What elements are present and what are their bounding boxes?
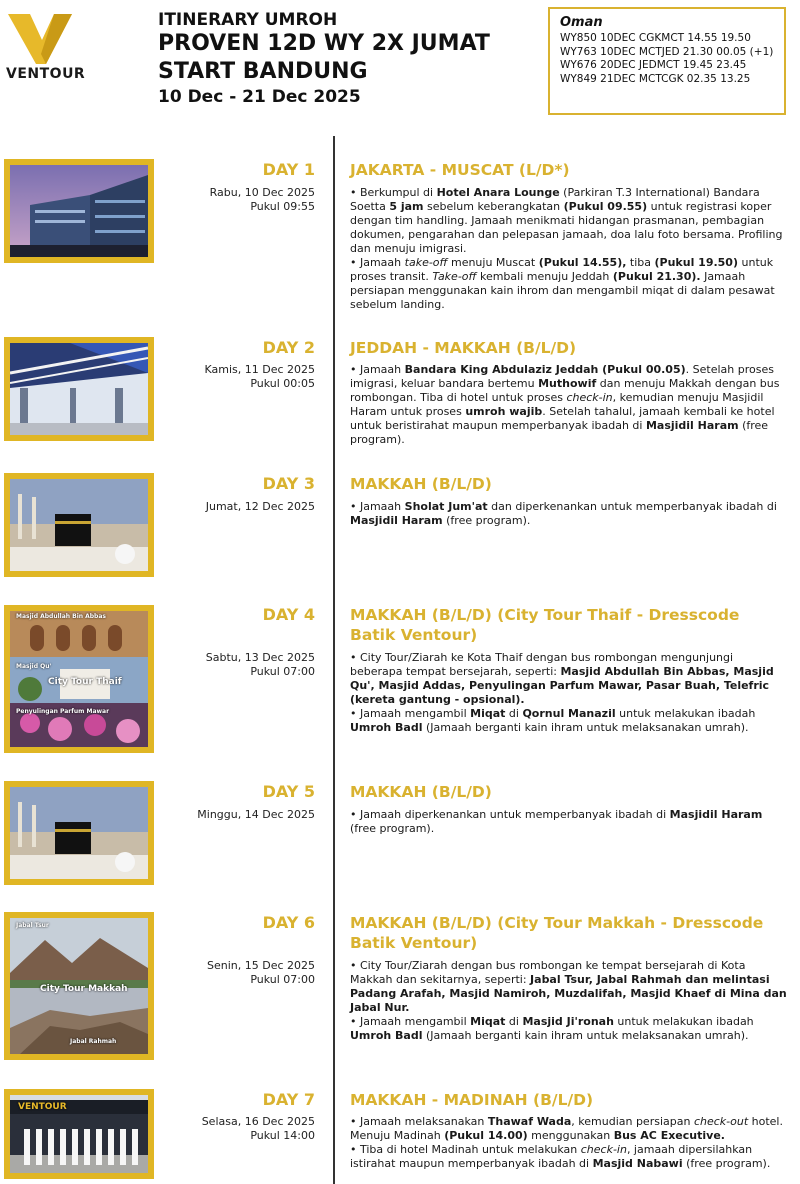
ventour-logo (6, 14, 86, 84)
text-run: • City Tour/Ziarah dengan bus rombongan ke tempat bersejarah di Kota Makkah dan sekitarnya, seperti: (350, 959, 746, 986)
day6-para1 (350, 959, 788, 1015)
text-run: untuk melakukan ibadah (615, 707, 756, 720)
day4-date (155, 651, 315, 679)
text-run: (Pukul 14.55), (538, 256, 627, 269)
text-run: menuju Muscat (447, 256, 539, 269)
itinerary-title (158, 10, 490, 108)
text-run: Thawaf Wada (487, 1115, 572, 1128)
day3-kaaba-photo (4, 473, 154, 577)
text-run: • Jamaah mengambil (350, 707, 471, 720)
text-run: Miqat (470, 1015, 506, 1028)
text-run: , kemudian persiapan (571, 1115, 694, 1128)
day1-hotel-photo (4, 159, 154, 263)
flight-line: WY850 10DEC CGKMCT 14.55 19.50 (560, 32, 751, 44)
day1-para2 (350, 256, 788, 312)
day2-description (350, 363, 788, 447)
text-run: (Pukul 14.00) (444, 1129, 528, 1142)
day6-time-text: Pukul 07:00 (250, 973, 315, 986)
text-run: • Tiba di hotel Madinah untuk melakukan (350, 1143, 581, 1156)
day6-overlay-main: City Tour Makkah (40, 984, 128, 994)
day3-title: MAKKAH (B/L/D) (350, 475, 492, 493)
text-run: (Parkiran T.3 International) Bandara Soetta (350, 186, 760, 213)
text-run: Masjid Ji'ronah (522, 1015, 614, 1028)
logo-text: VENTOUR (6, 66, 86, 82)
day2-title: JEDDAH - MAKKAH (B/L/D) (350, 339, 577, 357)
text-run: • Jamaah (350, 363, 405, 376)
text-run: • Jamaah melaksanakan (350, 1115, 488, 1128)
text-run: (Jamaah berganti kain ihram untuk melaksanakan umrah). (422, 721, 749, 734)
text-run: Masjidil Haram (669, 808, 763, 821)
text-run: . Setelah proses imigrasi, keluar bandara bertemu (350, 363, 774, 390)
day5-date-text: Minggu, 14 Dec 2025 (197, 808, 315, 821)
day4-para1 (350, 651, 788, 707)
day5-date (155, 808, 315, 822)
day5-kaaba-photo (4, 781, 154, 885)
day1-time-text: Pukul 09:55 (250, 200, 315, 213)
day4-description (350, 651, 788, 735)
text-run: sebelum keberangkatan (423, 200, 564, 213)
text-run: take-off (404, 256, 448, 269)
day6-overlay-small1: Jabal Tsur (16, 922, 49, 929)
timeline-divider (333, 136, 335, 1184)
day2-time-text: Pukul 00:05 (250, 377, 315, 390)
text-run: • City Tour/Ziarah ke Kota Thaif dengan bus rombongan mengunjungi beberapa tempat bersejarah, seperti: (350, 651, 734, 678)
airline-name: Oman (560, 15, 603, 30)
day4-overlay-small2: Masjid Qu' (16, 663, 52, 670)
day6-label: DAY 6 (262, 913, 315, 932)
text-run: umroh wajib (465, 405, 543, 418)
day4-para2 (350, 707, 788, 735)
day1-date (155, 186, 315, 214)
day5-title: MAKKAH (B/L/D) (350, 783, 492, 801)
text-run: • Jamaah diperkenankan untuk memperbanyak ibadah di (350, 808, 670, 821)
text-run: dan menuju Makkah dengan bus rombongan. Tiba di hotel untuk proses (350, 377, 780, 404)
text-run: • Berkumpul di (350, 186, 437, 199)
day6-para2 (350, 1015, 788, 1043)
day6-description (350, 959, 788, 1043)
day7-date (155, 1115, 315, 1143)
text-run: check-out (693, 1115, 749, 1128)
title-line1: ITINERARY UMROH (158, 10, 338, 30)
day6-makkah-collage (4, 912, 154, 1060)
ventour-v-icon (8, 14, 72, 64)
text-run: kembali menuju Jeddah (476, 270, 613, 283)
text-run: Masjidil Haram (645, 419, 739, 432)
text-run: Umroh Badl (350, 1029, 423, 1042)
day5-description (350, 808, 788, 836)
text-run: . Setelah tahalul, jamaah kembali ke hotel untuk beristirahat maupun memperbanyak ibadah di (350, 405, 775, 432)
text-run: • Jamaah (350, 500, 405, 513)
text-run: check-in (566, 391, 613, 404)
day3-date (155, 500, 315, 514)
day6-date (155, 959, 315, 987)
text-run: Hotel Anara Lounge (436, 186, 560, 199)
text-run: Masjidil Haram (350, 514, 443, 527)
flight-line: WY849 21DEC MCTCGK 02.35 13.25 (560, 72, 751, 85)
day4-title: MAKKAH (B/L/D) (City Tour Thaif - Dresscode Batik Ventour) (350, 606, 740, 644)
title-dates: 10 Dec - 21 Dec 2025 (158, 87, 361, 107)
text-run: (free program). (350, 419, 769, 446)
day4-overlay-main: City Tour Thaif (48, 677, 122, 687)
text-run: menggunakan (527, 1129, 614, 1142)
day1-title: JAKARTA - MUSCAT (L/D*) (350, 161, 570, 179)
text-run: Qornul Manazil (522, 707, 616, 720)
day7-label: DAY 7 (262, 1090, 315, 1109)
text-run: Jamaah persiapan menggunakan kain ihrom dan mengambil miqat di dalam pesawat sebelum landing. (350, 270, 775, 311)
text-run: Umroh Badl (350, 721, 423, 734)
day3-label: DAY 3 (262, 474, 315, 493)
flight-line: WY676 20DEC JEDMCT 19.45 23.45 (560, 59, 747, 71)
text-run: Sholat Jum'at (404, 500, 488, 513)
flight-line: WY763 10DEC MCTJED 21.30 00.05 (+1) (560, 45, 774, 58)
text-run: check-in (580, 1143, 627, 1156)
text-run: tiba (626, 256, 655, 269)
title-line3: START BANDUNG (158, 59, 368, 84)
day7-time-text: Pukul 14:00 (250, 1129, 315, 1142)
day1-description (350, 186, 788, 312)
text-run: Masjid Abdullah Bin Abbas, Masjid Qu', Masjid Addas, Penyulingan Parfum Mawar, Pasar Buah, Telefric (kereta gantung - opsional). (350, 665, 774, 706)
day4-date-text: Sabtu, 13 Dec 2025 (205, 651, 315, 664)
text-run: • Jamaah mengambil (350, 1015, 471, 1028)
day7-description (350, 1115, 788, 1171)
day5-para1 (350, 808, 788, 836)
day1-label: DAY 1 (262, 160, 315, 179)
day7-overlay-ventour: VENTOUR (18, 1102, 67, 1112)
text-run: Masjid Nabawi (592, 1157, 683, 1170)
text-run: (Jamaah berganti kain ihram untuk melaksanakan umrah). (422, 1029, 749, 1042)
title-line2: PROVEN 12D WY 2X JUMAT (158, 31, 490, 56)
text-run: 5 jam (389, 200, 424, 213)
text-run: dan diperkenankan untuk memperbanyak ibadah di (487, 500, 777, 513)
day1-date-text: Rabu, 10 Dec 2025 (209, 186, 315, 199)
day2-date-text: Kamis, 11 Dec 2025 (204, 363, 315, 376)
day4-label: DAY 4 (262, 605, 315, 624)
text-run: hotel. Menuju Madinah (350, 1115, 783, 1142)
day5-label: DAY 5 (262, 782, 315, 801)
text-run: di (505, 707, 523, 720)
day1-para1 (350, 186, 788, 256)
text-run: (free program). (350, 822, 435, 835)
day6-overlay-small2: Jabal Rahmah (70, 1038, 117, 1045)
day2-date (155, 363, 315, 391)
day4-time-text: Pukul 07:00 (250, 665, 315, 678)
text-run: di (505, 1015, 523, 1028)
text-run: untuk proses transit. (350, 256, 774, 283)
day4-overlay-small3: Penyulingan Parfum Mawar (16, 708, 110, 715)
text-run: Bus AC Executive. (613, 1129, 725, 1142)
text-run: Bandara King Abdulaziz Jeddah (Pukul 00.05) (404, 363, 686, 376)
day2-label: DAY 2 (262, 338, 315, 357)
day3-description (350, 500, 788, 528)
day6-title: MAKKAH (B/L/D) (City Tour Makkah - Dresscode Batik Ventour) (350, 914, 764, 952)
text-run: • Jamaah (350, 256, 405, 269)
text-run: (Pukul 09.55) (563, 200, 648, 213)
text-run: Take-off (432, 270, 477, 283)
day7-para2 (350, 1143, 788, 1171)
text-run: Miqat (470, 707, 506, 720)
text-run: , jamaah dipersilahkan istirahat maupun memperbanyak ibadah di (350, 1143, 753, 1170)
day7-para1 (350, 1115, 788, 1143)
text-run: (Pukul 21.30). (612, 270, 701, 283)
day4-thaif-collage (4, 605, 154, 753)
text-run: Jabal Tsur, Jabal Rahmah dan melintasi Padang Arafah, Masjid Namiroh, Muzdalifah, Masjid Khaef di Mina dan Jabal Nur. (350, 973, 787, 1014)
text-run: Muthowif (538, 377, 597, 390)
day6-date-text: Senin, 15 Dec 2025 (206, 959, 315, 972)
flight-info-box (548, 7, 786, 115)
day2-para1 (350, 363, 788, 447)
day7-bus-group-photo (4, 1089, 154, 1179)
day3-date-text: Jumat, 12 Dec 2025 (205, 500, 315, 513)
text-run: (free program). (682, 1157, 771, 1170)
day4-overlay-small1: Masjid Abdullah Bin Abbas (16, 613, 106, 620)
text-run: , kemudian menuju Masjidil Haram untuk proses (350, 391, 764, 418)
text-run: untuk melakukan ibadah (613, 1015, 754, 1028)
text-run: (Pukul 19.50) (654, 256, 738, 269)
day7-title: MAKKAH - MADINAH (B/L/D) (350, 1091, 594, 1109)
day7-date-text: Selasa, 16 Dec 2025 (201, 1115, 315, 1128)
day2-airport-photo (4, 337, 154, 441)
text-run: untuk registrasi koper dengan tim handling. Jamaah menikmati hidangan prasmanan, pembagian dokumen, pengarahan dan pelepasan jamaah, doa lalu foto bersama. Profiling dan menuju imigrasi. (350, 200, 783, 255)
day3-para1 (350, 500, 788, 528)
text-run: (free program). (442, 514, 531, 527)
